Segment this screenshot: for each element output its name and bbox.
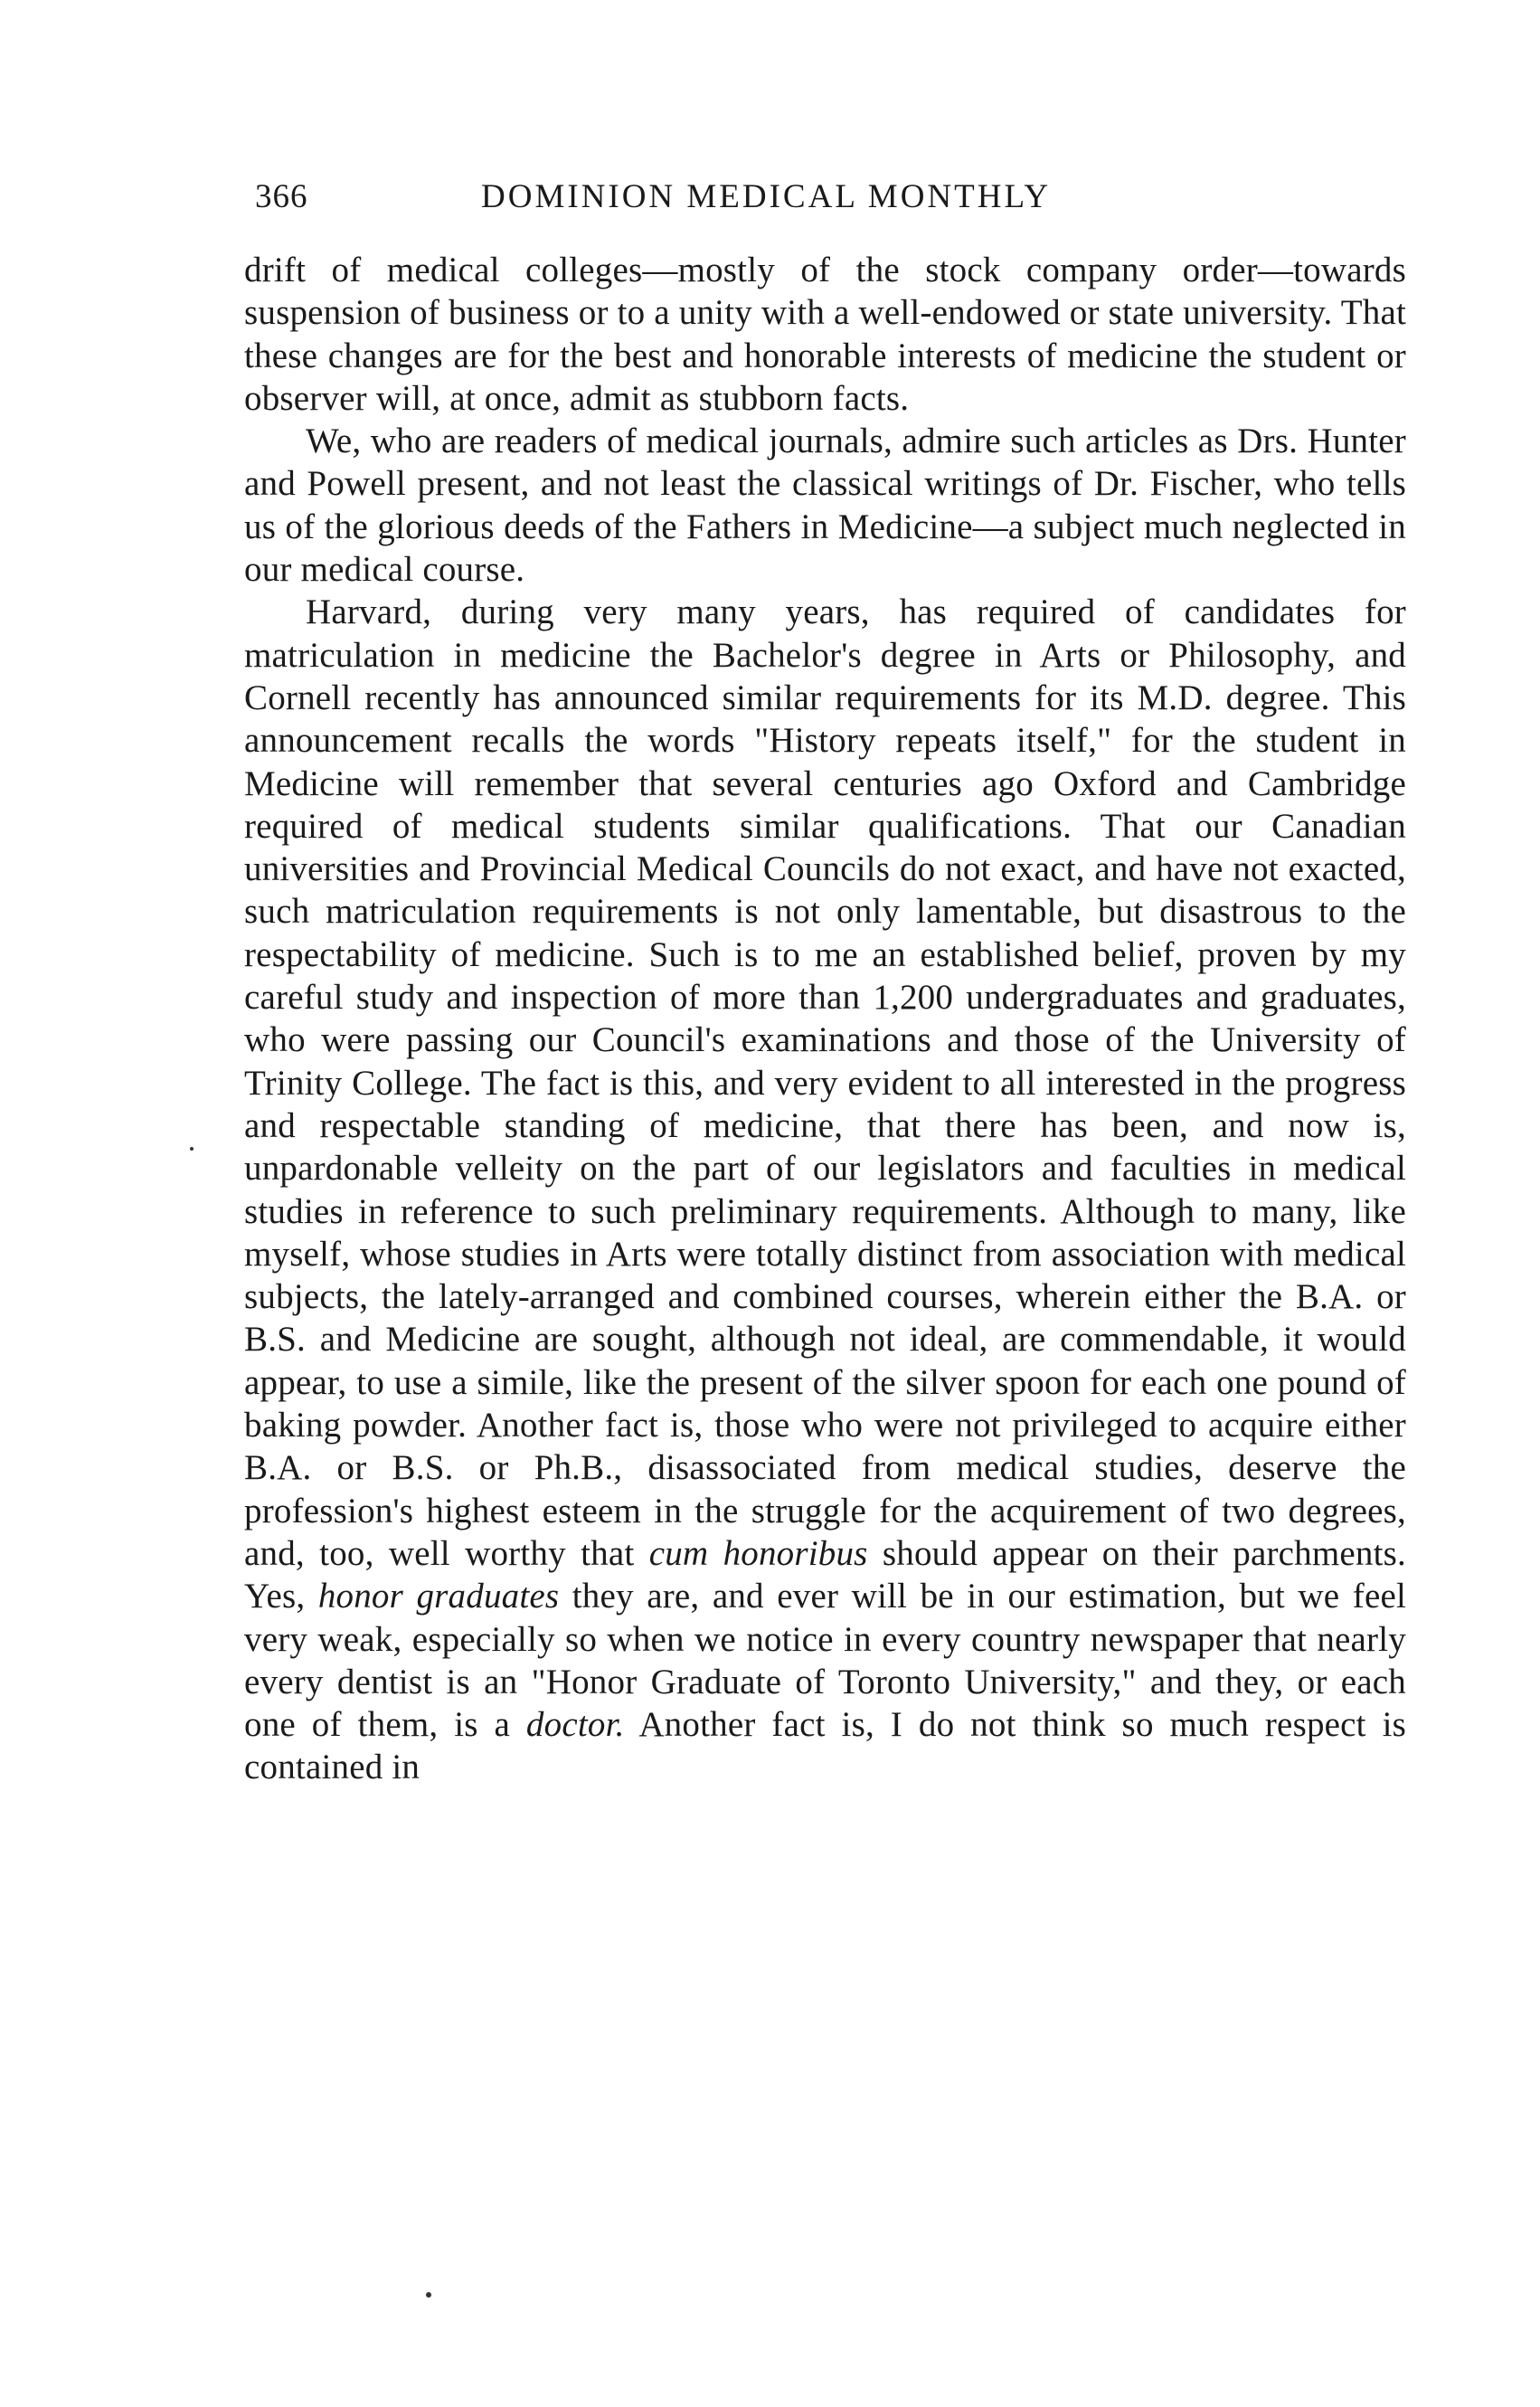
- ink-speck: [426, 2292, 431, 2298]
- page-number: 366: [255, 178, 308, 215]
- article-body: [244, 249, 1406, 1789]
- journal-title: DOMINION MEDICAL MONTHLY: [481, 178, 1052, 215]
- paragraph-3-text-c: they are, and ever will be in our estimation, but we feel very weak, especially so when we notice in every country newspaper that nearly every dentist is an "Honor Graduate of Toronto University," and they, or each one of them, is a: [244, 1577, 1406, 1745]
- italic-honor-graduates: honor graduates: [317, 1577, 560, 1616]
- paragraph-3-text-d: Another fact is, I do not think so much respect is contained in: [244, 1705, 1407, 1787]
- italic-cum-honoribus: cum honoribus: [648, 1533, 868, 1573]
- ink-speck: [190, 1147, 194, 1151]
- paragraph-3-text-b: should appear on their parchments. Yes,: [244, 1533, 1406, 1616]
- running-head: [255, 177, 1403, 223]
- paragraph-2: We, who are readers of medical journals, admire such articles as Drs. Hunter and Powell present, and not least the classical writings of Dr. Fischer, who tells us of the glorious deeds of the Fathers in Medicine—a subject much neglected in our medical course.: [244, 422, 1406, 590]
- paragraph-3: [244, 591, 1406, 1788]
- paragraph-1: drift of medical colleges—mostly of the stock company order—towards suspension of business or to a unity with a well-endowed or state university. That these changes are for the best and honorable interests of medicine the student or observer will, at once, admit as stubborn facts.: [244, 251, 1406, 418]
- italic-doctor: doctor.: [525, 1705, 625, 1745]
- paragraph-3-text-a: Harvard, during very many years, has required of candidates for matriculation in medicine the Bachelor's degree in Arts or Philosophy, and Cornell recently has announced similar requirements for its M.D. degree. This announcement recalls the words "History repeats itself," for the student in Medicine will remember that several centuries ago Oxford and Cambridge required of medical students similar qualifications. That our Canadian universities and Provincial Medical Councils do not exact, and have not exacted, such matriculation requirements is not only lamentable, but disastrous to the respectability of medicine. Such is to me an established belief, proven by my careful study and inspection of more than 1,200 undergraduates and graduates, who were passing our Council's examinations and those of the University of Trinity College. The fact is this, and very evident to all interested in the progress and respectable standing of medicine, that there has been, and now is, unpardonable velleity on the part of our legislators and faculties in medical studies in reference to such preliminary requirements. Although to many, like myself, whose studies in Arts were totally distinct from association with medical subjects, the lately-arranged and combined courses, wherein either the B.A. or B.S. and Medicine are sought, although not ideal, are commendable, it would appear, to use a simile, like the present of the silver spoon for each one pound of baking powder. Another fact is, those who were not privileged to acquire either B.A. or B.S. or Ph.B., disassociated from medical studies, deserve the profession's highest esteem in the struggle for the acquirement of two degrees, and, too, well worthy that: [244, 592, 1406, 1573]
